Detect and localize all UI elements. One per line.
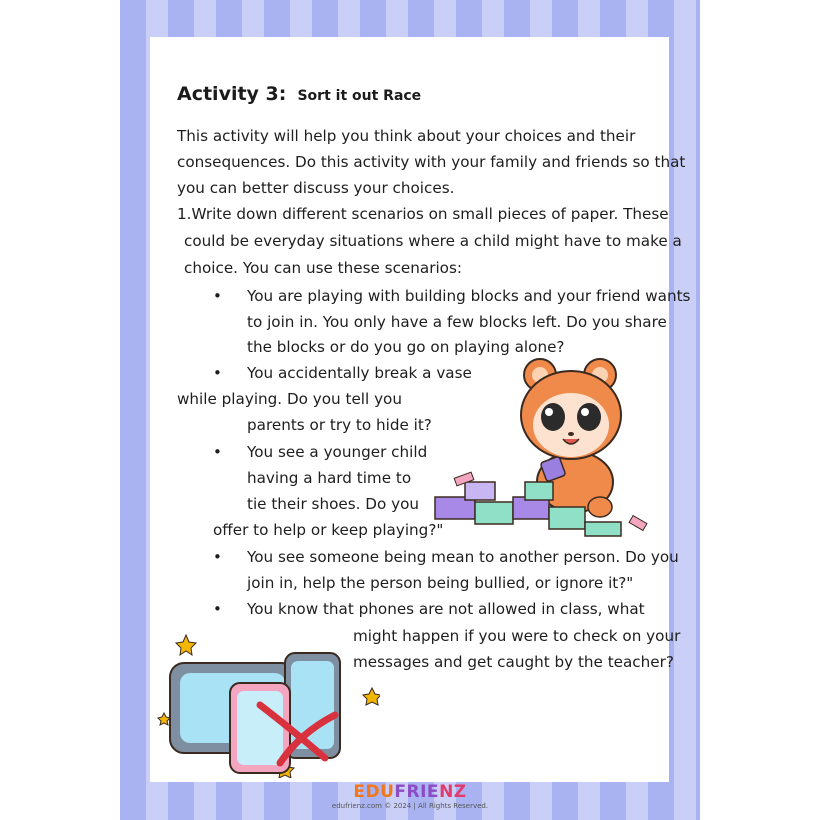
step1-line-2: could be everyday situations where a child might have to make a xyxy=(184,232,682,250)
scenario-5-line-3: messages and get caught by the teacher? xyxy=(353,653,674,671)
intro-line-3: you can better discuss your choices. xyxy=(177,179,455,197)
scenario-4-line-1: You see someone being mean to another person. Do you xyxy=(247,548,679,566)
bullet-4: • xyxy=(213,548,222,566)
scenario-1-line-2: to join in. You only have a few blocks left. Do you share xyxy=(247,313,667,331)
scenario-1-line-1: You are playing with building blocks and your friend wants xyxy=(247,287,691,305)
bullet-5: • xyxy=(213,600,222,618)
activity-number: Activity 3: xyxy=(177,83,287,105)
scenario-4-line-2: join in, help the person being bullied, or ignore it?" xyxy=(247,574,634,592)
step1-line-3: choice. You can use these scenarios: xyxy=(184,259,462,277)
step1-line-1: 1.Write down different scenarios on small pieces of paper. These xyxy=(177,205,669,223)
intro-line-2: consequences. Do this activity with your family and friends so that xyxy=(177,153,686,171)
scenario-2-line-3: parents or try to hide it? xyxy=(247,416,432,434)
scenario-3-line-1: You see a younger child xyxy=(247,443,428,461)
intro-line-1: This activity will help you think about your choices and their xyxy=(177,127,636,145)
worksheet-card xyxy=(150,37,691,782)
copyright-text: edufrienz.com © 2024 | All Rights Reserved. xyxy=(331,802,489,810)
scenario-1-line-3: the blocks or do you go on playing alone? xyxy=(247,338,565,356)
monkey-with-blocks-illustration xyxy=(425,357,655,537)
scenario-3-line-3: tie their shoes. Do you xyxy=(247,495,420,513)
activity-title xyxy=(177,83,421,105)
edufrienz-logo: EDUFRIENZ xyxy=(353,782,467,802)
bullet-1: • xyxy=(213,287,222,305)
scenario-5-line-2: might happen if you were to check on your xyxy=(353,627,681,645)
scenario-2-line-1: You accidentally break a vase xyxy=(247,364,472,382)
bullet-2: • xyxy=(213,364,222,382)
scenario-5-line-1: You know that phones are not allowed in class, what xyxy=(247,600,645,618)
phones-with-red-cross-illustration xyxy=(150,633,380,778)
scenario-3-line-2: having a hard time to xyxy=(247,469,412,487)
activity-name: Sort it out Race xyxy=(297,88,422,104)
scenario-2-line-2: while playing. Do you tell you xyxy=(177,390,402,408)
bullet-3: • xyxy=(213,443,222,461)
scenario-3-line-4: offer to help or keep playing?" xyxy=(213,521,444,539)
